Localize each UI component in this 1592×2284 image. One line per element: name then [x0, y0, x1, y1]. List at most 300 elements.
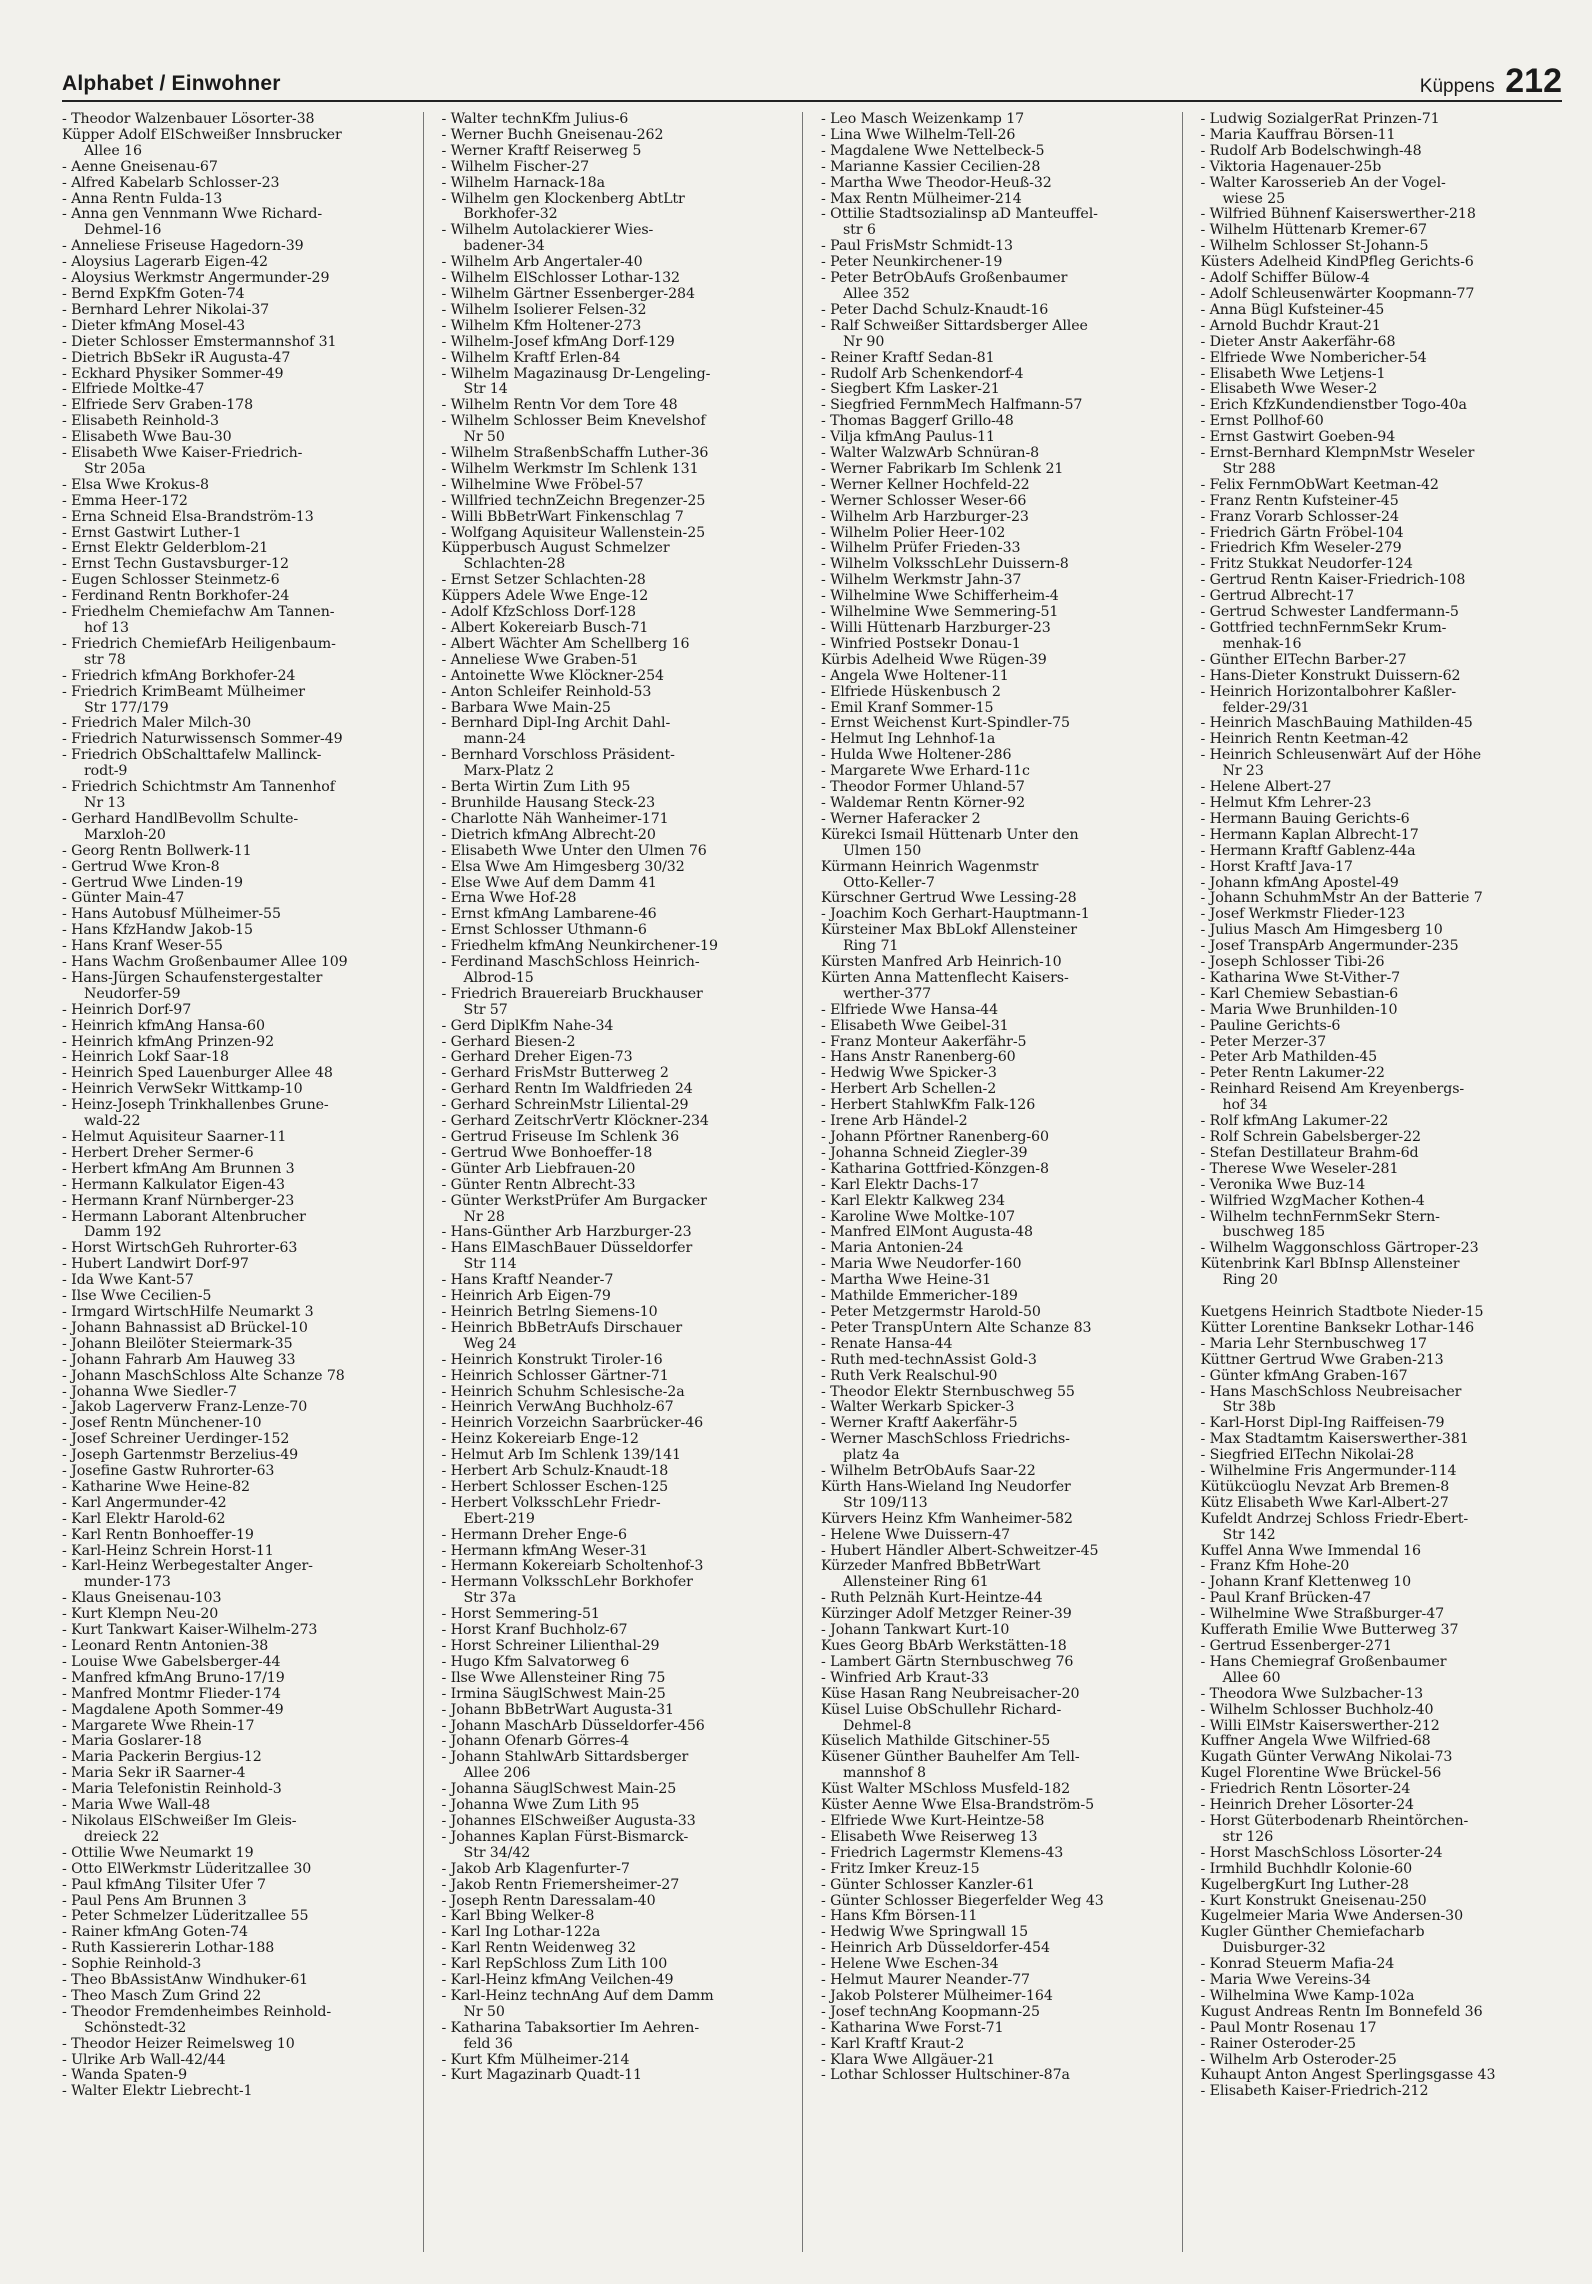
- directory-entry: Neudorfer-59: [84, 986, 181, 1002]
- directory-entry: Str 37a: [463, 1591, 517, 1607]
- directory-entry: Str 177/179: [84, 700, 169, 716]
- directory-entry: - Helene Wwe Eschen-34: [821, 1957, 999, 1973]
- directory-entry: - Johann kfmAng Apostel-49: [1200, 875, 1399, 891]
- directory-entry: - Lothar Schlosser Hultschiner-87a: [821, 2068, 1070, 2084]
- directory-entry: - Horst Kranf Buchholz-67: [441, 1623, 628, 1639]
- directory-entry: - Wilhelm gen Klockenberg AbtLtr: [441, 191, 685, 207]
- directory-entry: - Josefine Gastw Ruhrorter-63: [62, 1464, 275, 1480]
- directory-entry: - Magdalene Apoth Sommer-49: [62, 1702, 284, 1718]
- directory-entry: - Theo BbAssistAnw Windhuker-61: [62, 1973, 309, 1989]
- directory-entry: - Heinz-Joseph Trinkhallenbes Grune-: [62, 1098, 329, 1114]
- directory-entry: Kuhaupt Anton Angest Sperlingsgasse 43: [1200, 2068, 1496, 2084]
- directory-entry: - Wilhelm Kraftf Erlen-84: [441, 350, 621, 366]
- directory-entry: - Wilhelm Magazinausg Dr-Lengeling-: [441, 366, 711, 382]
- directory-entry: - Hans Chemiegraf Großenbaumer: [1200, 1654, 1447, 1670]
- directory-entry: - Hedwig Wwe Spicker-3: [821, 1066, 997, 1082]
- directory-column-3: [821, 112, 1183, 2252]
- directory-entry: - Karl Rentn Bonhoeffer-19: [62, 1527, 254, 1543]
- directory-entry: Kuffel Anna Wwe Immendal 16: [1200, 1543, 1421, 1559]
- directory-entry: - Wilhelm Harnack-18a: [441, 175, 605, 191]
- directory-entry: - Friedrich ObSchalttafelw Mallinck-: [62, 748, 322, 764]
- directory-entry: - Herbert Dreher Sermer-6: [62, 1145, 254, 1161]
- directory-entry: Küselich Mathilde Gitschiner-55: [821, 1734, 1051, 1750]
- directory-entry: - Hans Anstr Ranenberg-60: [821, 1050, 1016, 1066]
- directory-entry: Duisburger-32: [1222, 1941, 1326, 1957]
- directory-entry: Kürzeder Manfred BbBetrWart: [821, 1559, 1041, 1575]
- directory-entry: - Gertrud Albrecht-17: [1200, 589, 1355, 605]
- directory-entry: - Heinrich VerwAng Buchholz-67: [441, 1400, 674, 1416]
- directory-entry: - Ernst Techn Gustavsburger-12: [62, 557, 289, 573]
- directory-entry: - Werner MaschSchloss Friedrichs-: [821, 1432, 1070, 1448]
- directory-entry: - Karl Elektr Dachs-17: [821, 1177, 979, 1193]
- directory-entry: - Elisabeth Wwe Reiserweg 13: [821, 1829, 1038, 1845]
- directory-entry: - Johann SchuhmMstr An der Batterie 7: [1200, 891, 1483, 907]
- directory-entry: - Julius Masch Am Himgesberg 10: [1200, 923, 1443, 939]
- directory-entry: - Ernst Setzer Schlachten-28: [441, 573, 646, 589]
- directory-entry: - Maria Wwe Vereins-34: [1200, 1973, 1371, 1989]
- directory-entry: - Ernst kfmAng Lambarene-46: [441, 907, 657, 923]
- directory-entry: Kürten Anna Mattenflecht Kaisers-: [821, 970, 1069, 986]
- directory-entry: - Leonard Rentn Antonien-38: [62, 1639, 269, 1654]
- directory-entry: - Martha Wwe Theodor-Heuß-32: [821, 175, 1052, 191]
- directory-entry: Allensteiner Ring 61: [843, 1575, 989, 1591]
- directory-entry: - Helmut Maurer Neander-77: [821, 1973, 1030, 1989]
- directory-entry: - Hans Autobusf Mülheimer-55: [62, 907, 281, 923]
- directory-entry: - Ludwig SozialgerRat Prinzen-71: [1200, 112, 1440, 127]
- directory-entry: - Karl Rentn Weidenweg 32: [441, 1941, 636, 1957]
- directory-entry: - Gertrud Rentn Kaiser-Friedrich-108: [1200, 573, 1466, 589]
- directory-entry: - Wilhelm Schlosser Buchholz-40: [1200, 1702, 1434, 1718]
- directory-entry: - Hubert Händler Albert-Schweitzer-45: [821, 1543, 1099, 1559]
- directory-entry: - Katharina Wwe St-Vither-7: [1200, 970, 1401, 986]
- directory-entry: - Theo Masch Zum Grind 22: [62, 1988, 262, 2004]
- directory-entry: - Theodor Heizer Reimelsweg 10: [62, 2036, 295, 2052]
- directory-entry: - Maria Telefonistin Reinhold-3: [62, 1782, 282, 1798]
- directory-entry: - Ruth med-technAssist Gold-3: [821, 1352, 1037, 1368]
- directory-entry: - Theodor Elektr Sternbuschweg 55: [821, 1384, 1075, 1400]
- directory-entry: - Ernst Gastwirt Luther-1: [62, 525, 242, 541]
- directory-entry: Kürzinger Adolf Metzger Reiner-39: [821, 1607, 1072, 1623]
- directory-entry: - Maria Wwe Wall-48: [62, 1798, 211, 1814]
- directory-entry: - Herbert Arb Schellen-2: [821, 1082, 997, 1098]
- directory-entry: - Max Stadtamtm Kaiserswerther-381: [1200, 1432, 1469, 1448]
- directory-entry: Ebert-219: [463, 1511, 535, 1527]
- directory-entry: - Friedrich Rentn Lösorter-24: [1200, 1782, 1411, 1798]
- directory-entry: - Hans-Jürgen Schaufenstergestalter: [62, 970, 323, 986]
- directory-entry: - Johann MaschSchloss Alte Schanze 78: [62, 1368, 345, 1384]
- directory-entry: - Ernst Pollhof-60: [1200, 414, 1324, 430]
- directory-entry: - Heinrich BbBetrAufs Dirschauer: [441, 1320, 683, 1336]
- directory-entry: - Josef TranspArb Angermunder-235: [1200, 939, 1459, 955]
- directory-entry: - Wilhelm Waggonschloss Gärtroper-23: [1200, 1241, 1479, 1257]
- directory-entry: - Wilhelm Schlosser St-Johann-5: [1200, 239, 1429, 255]
- directory-entry: - Theodor Former Uhland-57: [821, 780, 1025, 796]
- directory-entry: - Wilhelm Hüttenarb Kremer-67: [1200, 223, 1427, 239]
- directory-entry: - Margarete Wwe Erhard-11c: [821, 764, 1030, 780]
- directory-entry: - Stefan Destillateur Brahm-6d: [1200, 1145, 1419, 1161]
- directory-entry: - Werner Haferacker 2: [821, 811, 981, 827]
- directory-entry: feld 36: [463, 2036, 513, 2052]
- directory-entry: - Theodor Walzenbauer Lösorter-38: [62, 112, 315, 127]
- directory-entry: - Magdalene Wwe Nettelbeck-5: [821, 143, 1045, 159]
- directory-entry: - Kurt Kfm Mülheimer-214: [441, 2052, 630, 2068]
- directory-entry: - Erich KfzKundendienstber Togo-40a: [1200, 398, 1467, 414]
- directory-entry: - Josef Rentn Münchener-10: [62, 1416, 262, 1432]
- directory-entry: - Erna Schneid Elsa-Brandström-13: [62, 509, 314, 525]
- directory-entry: - Elfriede Moltke-47: [62, 382, 205, 398]
- directory-entry: - Günter Main-47: [62, 891, 185, 907]
- directory-entry: - Franz Vorarb Schlosser-24: [1200, 509, 1399, 525]
- directory-entry: Str 142: [1222, 1527, 1276, 1543]
- directory-entry: - Kurt Magazinarb Quadt-11: [441, 2068, 642, 2084]
- directory-entry: - Horst Semmering-51: [441, 1607, 600, 1623]
- directory-entry: - Karl Kraftf Kraut-2: [821, 2036, 965, 2052]
- directory-entry: Kütter Lorentine Banksekr Lothar-146: [1200, 1320, 1475, 1336]
- directory-entry: - Ruth Pelznäh Kurt-Heintze-44: [821, 1591, 1043, 1607]
- directory-entry: - Gertrud Friseuse Im Schlenk 36: [441, 1130, 680, 1145]
- directory-entry: - Emma Heer-172: [62, 493, 188, 509]
- directory-entry: - Heinrich Sped Lauenburger Allee 48: [62, 1066, 333, 1082]
- directory-entry: - Johann Kranf Klettenweg 10: [1200, 1575, 1412, 1591]
- directory-entry: Ring 71: [843, 939, 899, 955]
- directory-entry: - Karl-Heinz technAng Auf dem Damm: [441, 1988, 714, 2004]
- directory-entry: - Horst WirtschGeh Ruhrorter-63: [62, 1241, 298, 1257]
- directory-entry: - Wilhelm Isolierer Felsen-32: [441, 302, 647, 318]
- directory-entry: - Peter Rentn Lakumer-22: [1200, 1066, 1385, 1082]
- directory-entry: - Wilhelm technFernmSekr Stern-: [1200, 1209, 1440, 1225]
- directory-entry: - Wilhelm StraßenbSchaffn Luther-36: [441, 446, 709, 462]
- directory-entry: - Martha Wwe Heine-31: [821, 1273, 992, 1289]
- directory-entry: hof 34: [1222, 1098, 1268, 1114]
- directory-entry: - Erna Wwe Hof-28: [441, 891, 577, 907]
- directory-entry: Kütz Elisabeth Wwe Karl-Albert-27: [1200, 1495, 1449, 1511]
- directory-entry: - Klara Wwe Allgäuer-21: [821, 2052, 996, 2068]
- directory-entry: Kues Georg BbArb Werkstätten-18: [821, 1639, 1067, 1654]
- directory-entry: - Manfred kfmAng Bruno-17/19: [62, 1670, 285, 1686]
- directory-entry: platz 4a: [843, 1448, 900, 1464]
- directory-entry: Str 205a: [84, 461, 146, 477]
- directory-entry: - Maria Wwe Brunhilden-10: [1200, 1002, 1398, 1018]
- directory-entry: - Gertrud Wwe Bonhoeffer-18: [441, 1145, 653, 1161]
- directory-entry: - Wilhelmina Wwe Kamp-102a: [1200, 1988, 1415, 2004]
- directory-entry: Ulmen 150: [843, 843, 922, 859]
- directory-entry: - Manfred Montmr Flieder-174: [62, 1686, 281, 1702]
- directory-entry: - Johann Pförtner Ranenberg-60: [821, 1130, 1049, 1145]
- directory-entry: - Manfred ElMont Augusta-48: [821, 1225, 1033, 1241]
- directory-entry: - Günter Arb Liebfrauen-20: [441, 1161, 636, 1177]
- directory-entry: - Dietrich BbSekr iR Augusta-47: [62, 350, 291, 366]
- directory-entry: - Ferdinand Rentn Borkhofer-24: [62, 589, 290, 605]
- directory-entry: - Friedrich Kfm Weseler-279: [1200, 541, 1402, 557]
- directory-entry: Str 38b: [1222, 1400, 1276, 1416]
- directory-entry: - Ferdinand MaschSchloss Heinrich-: [441, 955, 700, 971]
- directory-entry: - Katharine Wwe Heine-82: [62, 1479, 250, 1495]
- directory-entry: - Wilhelm Arb Harzburger-23: [821, 509, 1029, 525]
- directory-entry: - Johann Ofenarb Görres-4: [441, 1734, 630, 1750]
- directory-entry: - Friedrich Naturwissensch Sommer-49: [62, 732, 343, 748]
- directory-entry: Kürbis Adelheid Wwe Rügen-39: [821, 652, 1047, 668]
- directory-entry: - Rainer Osteroder-25: [1200, 2036, 1356, 2052]
- directory-entry: - Elsa Wwe Am Himgesberg 30/32: [441, 859, 685, 875]
- directory-entry: - Gerhard SchreinMstr Liliental-29: [441, 1098, 689, 1114]
- directory-entry: - Paul Montr Rosenau 17: [1200, 2020, 1377, 2036]
- directory-entry: - Johannes Kaplan Fürst-Bismarck-: [441, 1829, 689, 1845]
- directory-entry: - Karl RepSchloss Zum Lith 100: [441, 1957, 668, 1973]
- directory-entry: - Hermann Kaplan Albrecht-17: [1200, 827, 1419, 843]
- directory-entry: - Günter kfmAng Graben-167: [1200, 1368, 1408, 1384]
- directory-entry: - Horst Schreiner Lilienthal-29: [441, 1639, 660, 1654]
- directory-entry: hof 13: [84, 621, 129, 636]
- directory-entry: - Elsa Wwe Krokus-8: [62, 477, 209, 493]
- directory-entry: - Arnold Buchdr Kraut-21: [1200, 318, 1381, 334]
- directory-entry: - Wilhelm ElSchlosser Lothar-132: [441, 271, 680, 287]
- directory-entry: - Peter Arb Mathilden-45: [1200, 1050, 1378, 1066]
- directory-entry: - Vilja kfmAng Paulus-11: [821, 430, 995, 446]
- directory-entry: - Reinhard Reisend Am Kreyenbergs-: [1200, 1082, 1465, 1098]
- directory-entry: - Maria Packerin Bergius-12: [62, 1750, 262, 1766]
- directory-entry: Kugath Günter VerwAng Nikolai-73: [1200, 1750, 1453, 1766]
- directory-entry: Str 109/113: [843, 1495, 928, 1511]
- directory-entry: - Anna Bügl Kufsteiner-45: [1200, 302, 1385, 318]
- directory-entry: - Waldemar Rentn Körner-92: [821, 795, 1025, 811]
- directory-entry: Kürschner Gertrud Wwe Lessing-28: [821, 891, 1077, 907]
- directory-entry: Küst Walter MSchloss Musfeld-182: [821, 1782, 1071, 1798]
- directory-entry: - Johanna Schneid Ziegler-39: [821, 1145, 1028, 1161]
- directory-entry: - Johann BbBetrWart Augusta-31: [441, 1702, 674, 1718]
- directory-entry: - Elisabeth Wwe Weser-2: [1200, 382, 1378, 398]
- directory-entry: - Helmut Ing Lehnhof-1a: [821, 732, 996, 748]
- page-number: 212: [1505, 62, 1562, 100]
- directory-entry: - Heinrich Vorzeichn Saarbrücker-46: [441, 1416, 704, 1432]
- directory-entry: - Heinz Kokereiarb Enge-12: [441, 1432, 639, 1448]
- directory-entry: - Gerhard Dreher Eigen-73: [441, 1050, 633, 1066]
- directory-entry: - Lambert Gärtn Sternbuschweg 76: [821, 1654, 1074, 1670]
- directory-entry: - Ruth Kassiererin Lothar-188: [62, 1941, 275, 1957]
- directory-entry: Kürth Hans-Wieland Ing Neudorfer: [821, 1479, 1071, 1495]
- directory-entry: - Elisabeth Wwe Letjens-1: [1200, 366, 1386, 382]
- directory-entry: - Elfriede Wwe Nombericher-54: [1200, 350, 1427, 366]
- directory-entry: - Gertrud Schwester Landfermann-5: [1200, 605, 1459, 621]
- directory-entry: Allee 206: [463, 1766, 531, 1782]
- section-title: Alphabet / Einwohner: [62, 72, 281, 95]
- directory-entry: - Angela Wwe Holtener-11: [821, 668, 1009, 684]
- directory-entry: - Dietrich kfmAng Albrecht-20: [441, 827, 656, 843]
- directory-entry: - Reiner Kraftf Sedan-81: [821, 350, 995, 366]
- directory-entry: - Jakob Lagerverw Franz-Lenze-70: [62, 1400, 308, 1416]
- directory-entry: - Wolfgang Aquisiteur Wallenstein-25: [441, 525, 706, 541]
- directory-entry: - Günter WerkstPrüfer Am Burgacker: [441, 1193, 707, 1209]
- directory-entry: - Marianne Kassier Cecilien-28: [821, 159, 1041, 175]
- directory-entry: - Aenne Gneisenau-67: [62, 159, 218, 175]
- directory-entry: Nr 13: [84, 795, 126, 811]
- directory-entry: - Albert Wächter Am Schellberg 16: [441, 636, 690, 652]
- directory-entry: - Ernst Weichenst Kurt-Spindler-75: [821, 716, 1070, 732]
- directory-entry: - Heinrich Dorf-97: [62, 1002, 192, 1018]
- directory-entry: - Hans MaschSchloss Neubreisacher: [1200, 1384, 1462, 1400]
- directory-entry: - Friedrich kfmAng Borkhofer-24: [62, 668, 296, 684]
- directory-entry: - Helmut Aquisiteur Saarner-11: [62, 1130, 287, 1145]
- directory-entry: - Franz Kfm Hohe-20: [1200, 1559, 1350, 1575]
- directory-entry: - Franz Monteur Aakerfähr-5: [821, 1034, 1027, 1050]
- directory-entry: - Willi BbBetrWart Finkenschlag 7: [441, 509, 684, 525]
- directory-entry: - Klaus Gneisenau-103: [62, 1591, 222, 1607]
- directory-entry: Marxloh-20: [84, 827, 166, 843]
- directory-entry: - Elisabeth Reinhold-3: [62, 414, 219, 430]
- directory-entry: Küpperbusch August Schmelzer: [441, 541, 670, 557]
- directory-entry: - Karl-Horst Dipl-Ing Raiffeisen-79: [1200, 1416, 1445, 1432]
- directory-entry: - Heinrich VerwSekr Wittkamp-10: [62, 1082, 303, 1098]
- directory-entry: - Theodor Fremdenheimbes Reinhold-: [62, 2004, 332, 2020]
- directory-entry: - Ralf Schweißer Sittardsberger Allee: [821, 318, 1088, 334]
- directory-entry: - Wilhelm Arb Osteroder-25: [1200, 2052, 1397, 2068]
- directory-entry: - Wilfried Bühnenf Kaiserswerther-218: [1200, 207, 1476, 223]
- directory-entry: Küttner Gertrud Wwe Graben-213: [1200, 1352, 1444, 1368]
- directory-entry: - Wilhelm BetrObAufs Saar-22: [821, 1464, 1036, 1480]
- directory-entry: Küsel Luise ObSchullehr Richard-: [821, 1702, 1062, 1718]
- directory-entry: - Peter TranspUntern Alte Schanze 83: [821, 1320, 1092, 1336]
- directory-entry: Allee 60: [1222, 1670, 1281, 1686]
- directory-entry: - Hans-Günther Arb Harzburger-23: [441, 1225, 692, 1241]
- directory-entry: - Albert Kokereiarb Busch-71: [441, 621, 649, 636]
- directory-entry: Str 14: [463, 382, 508, 398]
- directory-entry: - Maria Goslarer-18: [62, 1734, 202, 1750]
- directory-entry: - Herbert Schlosser Eschen-125: [441, 1479, 669, 1495]
- directory-entry: - Johanna SäuglSchwest Main-25: [441, 1782, 677, 1798]
- directory-entry: - Berta Wirtin Zum Lith 95: [441, 780, 631, 796]
- directory-entry: - Walter Karosserieb An der Vogel-: [1200, 175, 1446, 191]
- directory-entry: - Wilhelm Polier Heer-102: [821, 525, 1006, 541]
- directory-entry: - Peter BetrObAufs Großenbaumer: [821, 271, 1068, 287]
- directory-column-2: [442, 112, 804, 2252]
- directory-entry: mann-24: [463, 732, 526, 748]
- directory-entry: Küse Hasan Rang Neubreisacher-20: [821, 1686, 1080, 1702]
- directory-entry: - Adolf KfzSchloss Dorf-128: [441, 605, 636, 621]
- directory-entry: - Hermann Dreher Enge-6: [441, 1527, 627, 1543]
- directory-entry: Kugelmeier Maria Wwe Andersen-30: [1200, 1909, 1464, 1925]
- directory-entry: str 6: [843, 223, 876, 239]
- directory-entry: Weg 24: [463, 1336, 517, 1352]
- directory-entry: - Winfried Postsekr Donau-1: [821, 636, 1021, 652]
- directory-entry: - Ilse Wwe Cecilien-5: [62, 1289, 212, 1305]
- directory-entry: - Helmut Arb Im Schlenk 139/141: [441, 1448, 681, 1464]
- directory-entry: - Margarete Wwe Rhein-17: [62, 1718, 255, 1734]
- directory-entry: - Katharina Tabaksortier Im Aehren-: [441, 2020, 700, 2036]
- directory-entry: - Brunhilde Hausang Steck-23: [441, 795, 656, 811]
- directory-entry: Kugust Andreas Rentn Im Bonnefeld 36: [1200, 2004, 1483, 2020]
- directory-entry: - Bernd ExpKfm Goten-74: [62, 286, 245, 302]
- directory-entry: - Elisabeth Wwe Geibel-31: [821, 1018, 1009, 1034]
- directory-entry: - Max Rentn Mülheimer-214: [821, 191, 1022, 207]
- directory-entry: - Horst MaschSchloss Lösorter-24: [1200, 1845, 1443, 1861]
- directory-entry: - Elisabeth Wwe Unter den Ulmen 76: [441, 843, 707, 859]
- directory-entry: - Siegbert Kfm Lasker-21: [821, 382, 1000, 398]
- directory-entry: - Johann Bahnassist aD Brückel-10: [62, 1320, 308, 1336]
- directory-entry: - Pauline Gerichts-6: [1200, 1018, 1341, 1034]
- directory-entry: Allee 352: [843, 286, 910, 302]
- directory-entry: - Leo Masch Weizenkamp 17: [821, 112, 1025, 127]
- directory-entry: - Theodora Wwe Sulzbacher-13: [1200, 1686, 1424, 1702]
- directory-entry: - Anneliese Friseuse Hagedorn-39: [62, 239, 304, 255]
- directory-entry: - Hermann Kranf Nürnberger-23: [62, 1193, 295, 1209]
- directory-entry: - Wilhelmine Wwe Schifferheim-4: [821, 589, 1059, 605]
- directory-entry: - Wilhelmine Wwe Semmering-51: [821, 605, 1059, 621]
- directory-entry: - Willi ElMstr Kaiserswerther-212: [1200, 1718, 1440, 1734]
- directory-entry: - Georg Rentn Bollwerk-11: [62, 843, 252, 859]
- directory-entry: Kürmann Heinrich Wagenmstr: [821, 859, 1039, 875]
- directory-entry: - Wilhelm Fischer-27: [441, 159, 590, 175]
- directory-entry: - Wilhelm Schlosser Beim Knevelshof: [441, 414, 706, 430]
- directory-entry: - Wilfried WzgMacher Kothen-4: [1200, 1193, 1425, 1209]
- directory-entry: - Walter Elektr Liebrecht-1: [62, 2084, 253, 2100]
- directory-entry: - Johann MaschArb Düsseldorfer-456: [441, 1718, 705, 1734]
- directory-entry: - Heinrich Konstrukt Tiroler-16: [441, 1352, 663, 1368]
- directory-entry: - Wilhelm Autolackierer Wies-: [441, 223, 654, 239]
- directory-entry: Kütükcüoglu Nevzat Arb Bremen-8: [1200, 1479, 1450, 1495]
- directory-entry: - Konrad Steuerm Mafia-24: [1200, 1957, 1395, 1973]
- directory-entry: - Walter Werkarb Spicker-3: [821, 1400, 1015, 1416]
- directory-entry: - Therese Wwe Weseler-281: [1200, 1161, 1399, 1177]
- directory-entry: munder-173: [84, 1575, 171, 1591]
- directory-entry: Kürsten Manfred Arb Heinrich-10: [821, 955, 1062, 971]
- directory-entry: - Friedrich Brauereiarb Bruckhauser: [441, 986, 703, 1002]
- directory-entry: wald-22: [84, 1114, 141, 1130]
- directory-entry: [1201, 1289, 1555, 1305]
- directory-entry: - Kurt Klempn Neu-20: [62, 1607, 219, 1623]
- directory-entry: Kütenbrink Karl BbInsp Allensteiner: [1200, 1257, 1460, 1273]
- directory-entry: - Wilhelmine Fris Angermunder-114: [1200, 1464, 1457, 1480]
- directory-entry: - Gerhard ZeitschrVertr Klöckner-234: [441, 1114, 709, 1130]
- directory-entry: - Maria Wwe Neudorfer-160: [821, 1257, 1022, 1273]
- directory-column-1: [62, 112, 424, 2252]
- directory-entry: rodt-9: [84, 764, 128, 780]
- directory-entry: - Hans Kraftf Neander-7: [441, 1273, 614, 1289]
- directory-entry: - Joachim Koch Gerhart-Hauptmann-1: [821, 907, 1090, 923]
- directory-entry: - Else Wwe Auf dem Damm 41: [441, 875, 657, 891]
- directory-entry: - Werner Kraftf Reiserweg 5: [441, 143, 642, 159]
- directory-entry: - Peter Neunkirchener-19: [821, 255, 1003, 271]
- directory-entry: - Thomas Baggerf Grillo-48: [821, 414, 1014, 430]
- directory-entry: - Horst Güterbodenarb Rheintörchen-: [1200, 1813, 1469, 1829]
- directory-entry: - Fritz Imker Kreuz-15: [821, 1861, 980, 1877]
- directory-entry: buschweg 185: [1222, 1225, 1326, 1241]
- directory-entry: - Otto ElWerkmstr Lüderitzallee 30: [62, 1861, 312, 1877]
- directory-entry: - Gerhard Rentn Im Waldfrieden 24: [441, 1082, 693, 1098]
- directory-entry: - Heinrich Arb Düsseldorfer-454: [821, 1941, 1050, 1957]
- directory-entry: - Hugo Kfm Salvatorweg 6: [441, 1654, 630, 1670]
- directory-entry: - Elisabeth Kaiser-Friedrich-212: [1200, 2084, 1429, 2100]
- directory-entry: - Irmina SäuglSchwest Main-25: [441, 1686, 666, 1702]
- directory-entry: - Aloysius Lagerarb Eigen-42: [62, 255, 268, 271]
- directory-entry: - Gerhard Biesen-2: [441, 1034, 576, 1050]
- directory-entry: - Willi Hüttenarb Harzburger-23: [821, 621, 1051, 636]
- directory-entry: - Hubert Landwirt Dorf-97: [62, 1257, 249, 1273]
- directory-entry: - Karl-Heinz Werbegestalter Anger-: [62, 1559, 313, 1575]
- directory-entry: - Paul Kranf Brücken-47: [1200, 1591, 1372, 1607]
- directory-entry: - Hermann Bauing Gerichts-6: [1200, 811, 1410, 827]
- directory-entry: Kugel Florentine Wwe Brückel-56: [1200, 1766, 1442, 1782]
- directory-entry: - Franz Rentn Kufsteiner-45: [1200, 493, 1399, 509]
- directory-entry: - Johannes ElSchweißer Augusta-33: [441, 1813, 696, 1829]
- directory-entry: - Friedhelm Chemiefachw Am Tannen-: [62, 605, 335, 621]
- directory-entry: - Günter Rentn Albrecht-33: [441, 1177, 636, 1193]
- running-head-name: Küppens: [1419, 76, 1495, 97]
- directory-entry: - Viktoria Hagenauer-25b: [1200, 159, 1382, 175]
- directory-entry: - Heinrich Schuhm Schlesische-2a: [441, 1384, 685, 1400]
- directory-entry: str 126: [1222, 1829, 1274, 1845]
- directory-entry: - Karl Angermunder-42: [62, 1495, 227, 1511]
- directory-entry: Küster Aenne Wwe Elsa-Brandström-5: [821, 1798, 1095, 1814]
- directory-entry: - Wilhelm Werkmstr Jahn-37: [821, 573, 1022, 589]
